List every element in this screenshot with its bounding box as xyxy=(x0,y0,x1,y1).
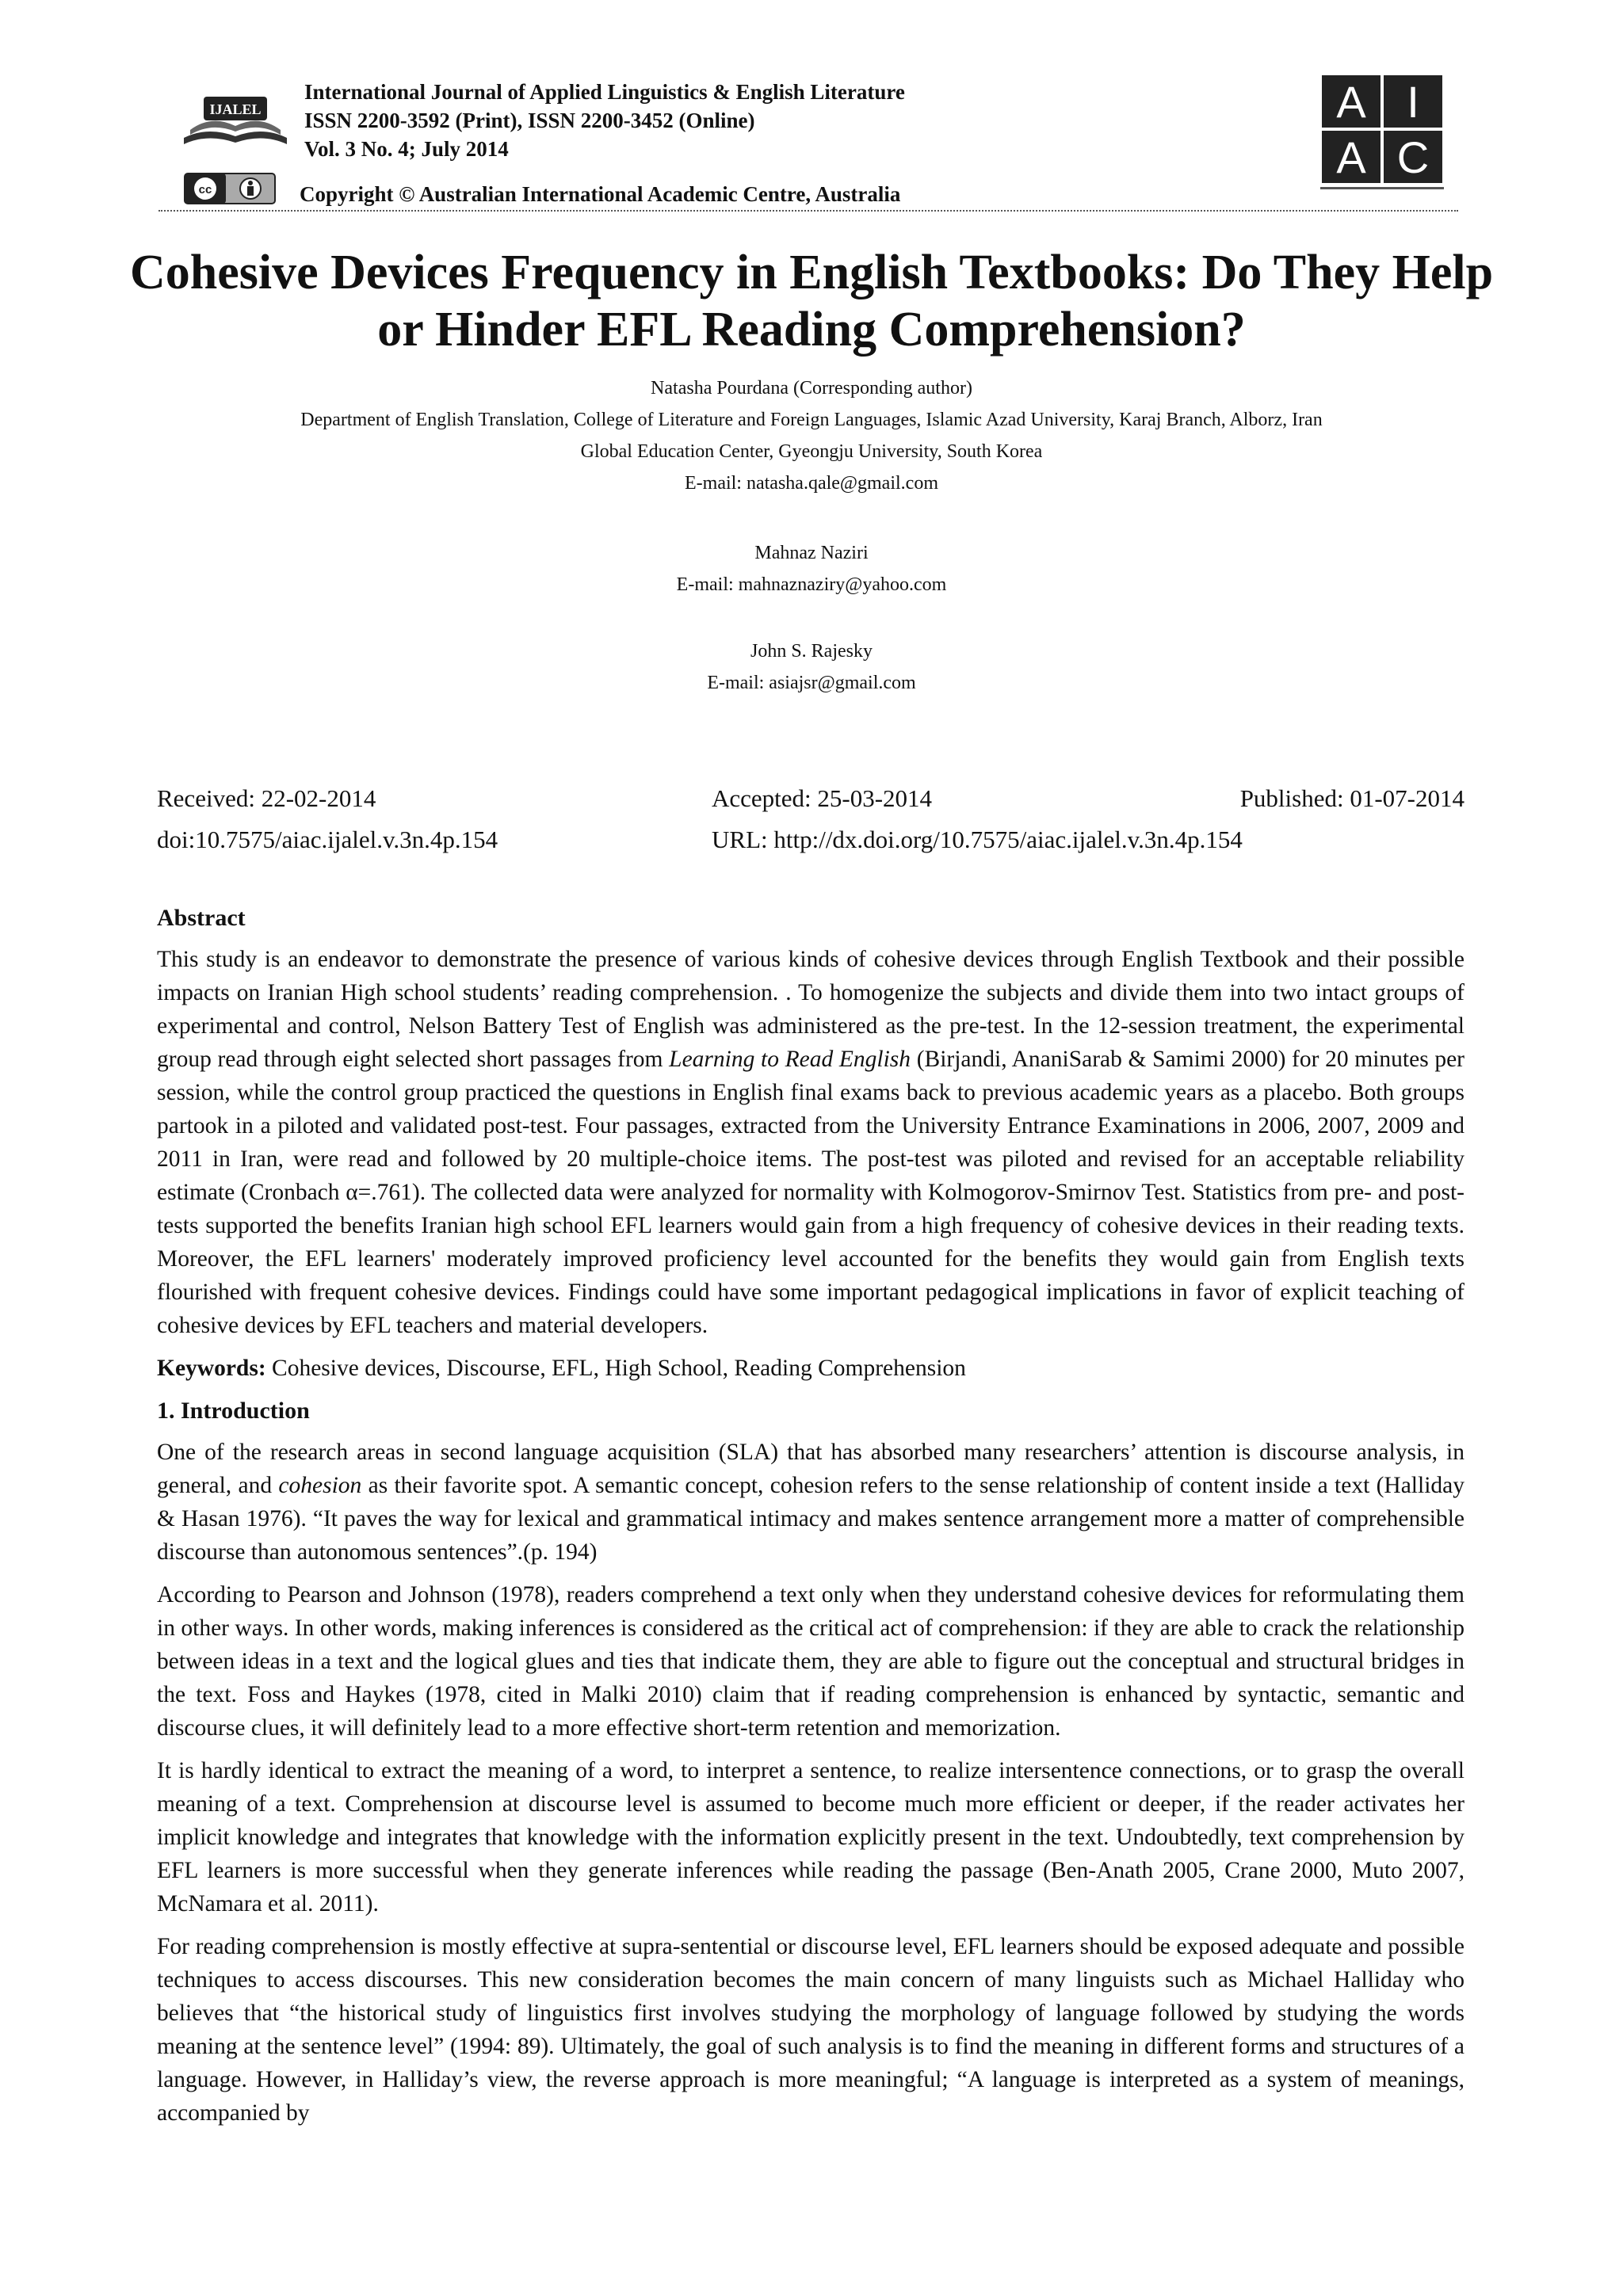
accepted-date: Accepted: 25-03-2014 xyxy=(712,784,933,812)
aiac-letter-1: A xyxy=(1336,77,1366,127)
doi: doi:10.7575/aiac.ijalel.v.3n.4p.154 xyxy=(157,826,498,853)
intro-paragraph-3: It is hardly identical to extract the meaning of a word, to interpret a sentence, to realize intersentence connections, or to grasp the overall meaning of a text. Comprehension at discourse level is assumed to become much more efficient or deeper, if the reader activates her implicit knowledge and integrates that knowledge with the information explicitly present in the text. Undoubtedly, text comprehension by EFL learners is more successful when they generate inferences while reading the passage (Ben-Anath 2005, Crane 2000, Muto 2007, McNamara et al. 2011). xyxy=(157,1758,1465,1917)
author-3-block xyxy=(119,635,1504,699)
abstract-text xyxy=(157,943,1465,1342)
author-3-email: E-mail: asiajsr@gmail.com xyxy=(707,673,916,693)
received-date: Received: 22-02-2014 xyxy=(157,784,376,812)
svg-text:cc: cc xyxy=(198,183,212,196)
author-2-block xyxy=(119,537,1504,601)
intro-p1-part-2: as their favorite spot. A semantic concept, cohesion refers to the sense relationship of content inside a text (Halliday & Hasan 1976). “It paves the way for lexical and grammatical intimacy and makes sentence arrangement more a matter of comprehensible discourse than autonomous sentences”.(p. 194) xyxy=(157,1473,1465,1565)
journal-logo-icon xyxy=(176,82,295,154)
aiac-letter-3: A xyxy=(1336,132,1366,182)
intro-paragraph-2: According to Pearson and Johnson (1978), readers comprehend a text only when they understand cohesive devices for reformulating them in other ways. In other words, making inferences is considered as the critical act of comprehension: if they are able to crack the relationship between ideas in a text and the logical glues and ties that indicate them, they are able to figure out the conceptual and structural bridges in the text. Foss and Haykes (1978, cited in Malki 2010) claim that if reading comprehension is enhanced by syntactic, semantic and discourse clues, it will definitely lead to a more effective short-term retention and memorization. xyxy=(157,1582,1465,1741)
keywords-label: Keywords: xyxy=(157,1356,266,1381)
intro-p1-italic: cohesion xyxy=(278,1473,362,1498)
author-1-block xyxy=(119,372,1504,499)
author-2-email: E-mail: mahnaznaziry@yahoo.com xyxy=(676,574,947,595)
doi-url[interactable]: URL: http://dx.doi.org/10.7575/aiac.ijalel.v.3n.4p.154 xyxy=(712,826,1243,853)
aiac-letter-4: C xyxy=(1396,132,1430,182)
paper-body xyxy=(157,902,1465,2139)
abstract-heading: Abstract xyxy=(157,905,246,931)
author-3-name: John S. Rajesky xyxy=(750,641,873,662)
intro-paragraph-1 xyxy=(157,1436,1465,1569)
intro-p1-part-1: One of the research areas in second language acquisition (SLA) that has absorbed many researchers’ attention is discourse analysis, in general, and xyxy=(157,1440,1465,1498)
author-1-name: Natasha Pourdana (Corresponding author) xyxy=(651,378,972,399)
journal-volume: Vol. 3 No. 4; July 2014 xyxy=(304,137,509,161)
author-1-affiliation-2: Global Education Center, Gyeongju University, South Korea xyxy=(580,441,1043,462)
author-1-affiliation: Department of English Translation, College of Literature and Foreign Languages, Islamic Azad University, Karaj Branch, Alborz, Iran xyxy=(300,410,1323,430)
header-divider xyxy=(158,210,1458,212)
author-2-name: Mahnaz Naziri xyxy=(754,543,869,563)
journal-header xyxy=(304,78,905,163)
abstract-text-part-2: (Birjandi, AnaniSarab & Samimi 2000) for 20 minutes per session, while the control group practiced the questions in English final exams back to previous academic years as a placebo. Both groups partook in a piloted and validated post-test. Four passages, extracted from the University Entrance Examinations in 2006, 2007, 2009 and 2011 in Iran, were read and followed by 20 multiple-choice items. The post-test was piloted and revised for an acceptable reliability estimate (Cronbach α=.761). The collected data were analyzed for normality with Kolmogorov-Smirnov Test. Statistics from pre- and post-tests supported the benefits Iranian high school EFL learners would gain from a high frequency of cohesive devices in their reading texts. Moreover, the EFL learners' moderately improved proficiency level accounted for the benefits they would gain from English texts flourished with frequent cohesive devices. Findings could have some important pedagogical implications in favor of explicit teaching of cohesive devices by EFL teachers and material developers. xyxy=(157,1047,1465,1338)
journal-issn: ISSN 2200-3592 (Print), ISSN 2200-3452 (Online) xyxy=(304,109,755,132)
published-date: Published: 01-07-2014 xyxy=(1239,784,1465,812)
aiac-letter-2: I xyxy=(1407,77,1419,127)
paper-title: Cohesive Devices Frequency in English Textbooks: Do They Help or Hinder EFL Reading Comprehension? xyxy=(129,246,1494,357)
aiac-logo-icon xyxy=(1314,71,1449,194)
author-1-email: E-mail: natasha.qale@gmail.com xyxy=(685,473,938,494)
creative-commons-icon xyxy=(184,173,276,204)
introduction-heading: 1. Introduction xyxy=(157,1398,310,1424)
journal-name: International Journal of Applied Linguistics & English Literature xyxy=(304,80,905,104)
copyright-line: Copyright © Australian International Academic Centre, Australia xyxy=(300,182,901,206)
abstract-book-title: Learning to Read English xyxy=(669,1047,911,1072)
intro-paragraph-4: For reading comprehension is mostly effective at supra-sentential or discourse level, EFL learners should be exposed adequate and possible techniques to access discourses. This new consideration becomes the main concern of many linguists such as Michael Halliday who believes that “the historical study of linguistics first involves studying the morphology of language followed by studying the words meaning at the sentence level” (1994: 89). Ultimately, the goal of such analysis is to find the meaning in different forms and structures of a language. However, in Halliday’s view, the reverse approach is more meaningful; “A language is interpreted as a system of meanings, accompanied by xyxy=(157,1934,1465,2126)
keywords-line xyxy=(157,1352,1465,1385)
keywords-text: Cohesive devices, Discourse, EFL, High School, Reading Comprehension xyxy=(265,1356,966,1381)
journal-logo-text: IJALEL xyxy=(209,101,262,117)
abstract-text-part-1: This study is an endeavor to demonstrate the presence of various kinds of cohesive devices through English Textbook and their possible impacts on Iranian High school students’ reading comprehension. . To homogenize the subjects and divide them into two intact groups of experimental and control, Nelson Battery Test of English was administered as the pre-test. In the 12-session treatment, the experimental group read through eight selected short passages from xyxy=(157,947,1465,1072)
